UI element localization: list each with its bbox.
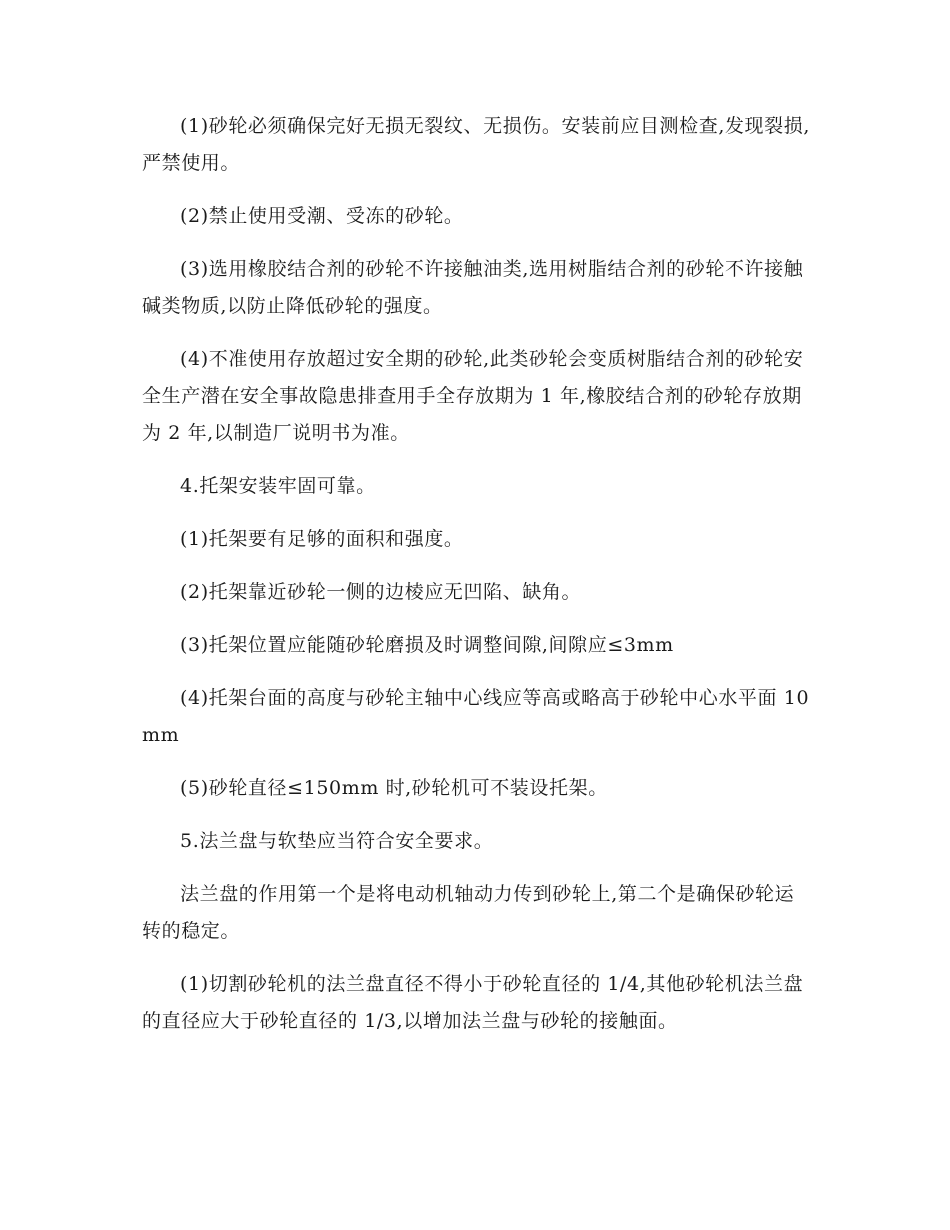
section-heading-flange: 5.法兰盘与软垫应当符合安全要求。 [180,830,494,852]
section-heading-rest: 4.托架安装牢固可靠。 [180,475,376,497]
paragraph-wheel-integrity: (1)砂轮必须确保完好无损无裂纹、无损伤。安装前应目测检查,发现裂损,严禁使用。 [142,115,810,174]
paragraph-storage-period: (4)不准使用存放超过安全期的砂轮,此类砂轮会变质树脂结合剂的砂轮安全生产潜在安全事故隐患排查用手全存放期为 1 年,橡胶结合剂的砂轮存放期为 2 年,以制造厂说明书为准。 [142,348,804,444]
paragraph-flange-diameter: (1)切割砂轮机的法兰盘直径不得小于砂轮直径的 1/4,其他砂轮机法兰盘的直径应大于砂轮直径的 1/3,以增加法兰盘与砂轮的接触面。 [142,973,804,1032]
paragraph-bond-contact: (3)选用橡胶结合剂的砂轮不许接触油类,选用树脂结合剂的砂轮不许接触碱类物质,以防止降低砂轮的强度。 [142,258,804,317]
paragraph-flange-function: 法兰盘的作用第一个是将电动机轴动力传到砂轮上,第二个是确保砂轮运转的稳定。 [142,883,795,942]
paragraph-rest-gap: (3)托架位置应能随砂轮磨损及时调整间隙,间隙应≤3mm [180,634,674,656]
paragraph-rest-height: (4)托架台面的高度与砂轮主轴中心线应等高或略高于砂轮中心水平面 10mm [142,687,810,746]
document-page [142,108,810,1040]
paragraph-no-damp-wheel: (2)禁止使用受潮、受冻的砂轮。 [180,205,464,227]
paragraph-rest-exemption: (5)砂轮直径≤150mm 时,砂轮机可不装设托架。 [180,777,608,799]
paragraph-rest-area: (1)托架要有足够的面积和强度。 [180,528,464,550]
paragraph-rest-edge: (2)托架靠近砂轮一侧的边棱应无凹陷、缺角。 [180,581,582,603]
